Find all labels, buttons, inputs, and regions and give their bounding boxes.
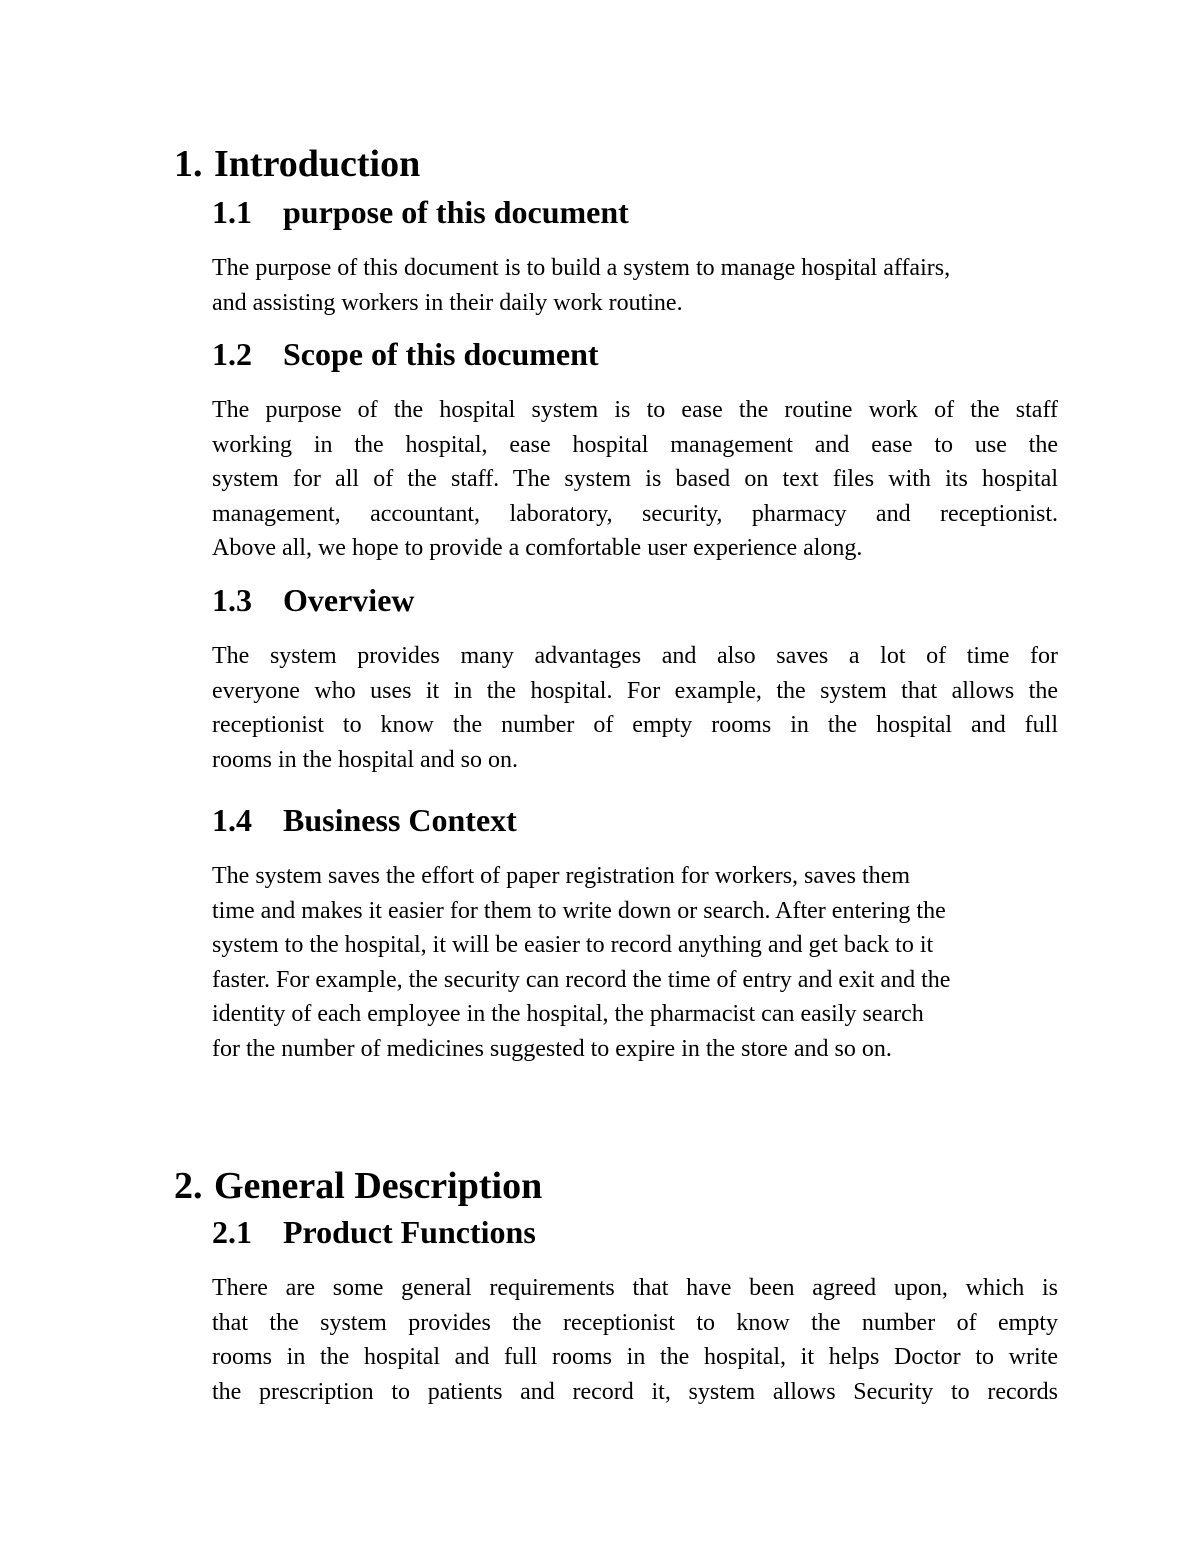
section-number: 1. [174,143,203,185]
text-line: The system provides many advantages and also saves a lot of time for [212,643,1058,669]
text-line: receptionist to know the number of empty rooms in the hospital and full [212,712,1058,738]
subsection-number: 1.2 [212,336,252,372]
subsection-title: Scope of this document [283,336,599,372]
subsection-title: Product Functions [283,1214,536,1250]
subsection-number: 2.1 [212,1214,252,1250]
subsection-heading-business-context [212,801,517,839]
paragraph-product-functions [212,1271,1058,1409]
text-line: working in the hospital, ease hospital management and ease to use the [212,431,1058,458]
text-line: and assisting workers in their daily work routine. [212,289,683,316]
text-line: that the system provides the receptionist to know the number of empty [212,1309,1058,1336]
subsection-title: purpose of this document [283,194,629,230]
section-heading-introduction [174,142,420,186]
text-line: management, accountant, laboratory, security, pharmacy and receptionist. [212,500,1058,527]
subsection-heading-overview [212,581,415,619]
text-line: the prescription to patients and record it, system allows Security to records [212,1378,1058,1405]
text-line: The system saves the effort of paper registration for workers, saves them [212,863,911,889]
subsection-heading-purpose [212,193,629,231]
text-line: The purpose of the hospital system is to ease the routine work of the staff [212,397,1058,423]
text-line: for the number of medicines suggested to expire in the store and so on. [212,1035,892,1062]
text-line: rooms in the hospital and full rooms in the hospital, it helps Doctor to write [212,1344,1058,1370]
section-number: 2. [174,1165,203,1207]
text-line: system for all of the staff. The system is based on text files with its hospital [212,466,1058,492]
section-heading-general-description [174,1164,542,1208]
paragraph-business-context [212,859,1058,1066]
paragraph-purpose [212,251,1058,320]
subsection-heading-scope [212,335,599,373]
text-line: system to the hospital, it will be easier to record anything and get back to it [212,932,934,958]
subsection-title: Overview [283,582,415,618]
text-line: identity of each employee in the hospital, the pharmacist can easily search [212,1001,924,1027]
subsection-number: 1.1 [212,194,252,230]
text-line: There are some general requirements that have been agreed upon, which is [212,1275,1058,1301]
paragraph-overview [212,639,1058,777]
subsection-title: Business Context [283,802,517,838]
subsection-number: 1.3 [212,582,252,618]
section-title: General Description [214,1165,543,1207]
section-title: Introduction [214,143,421,185]
text-line: everyone who uses it in the hospital. For example, the system that allows the [212,677,1058,704]
text-line: time and makes it easier for them to write down or search. After entering the [212,897,946,924]
text-line: The purpose of this document is to build a system to manage hospital affairs, [212,255,951,281]
subsection-number: 1.4 [212,802,252,838]
text-line: Above all, we hope to provide a comfortable user experience along. [212,535,863,561]
subsection-heading-product-functions [212,1213,536,1251]
paragraph-scope [212,393,1058,566]
text-line: faster. For example, the security can record the time of entry and exit and the [212,966,951,993]
text-line: rooms in the hospital and so on. [212,746,518,773]
